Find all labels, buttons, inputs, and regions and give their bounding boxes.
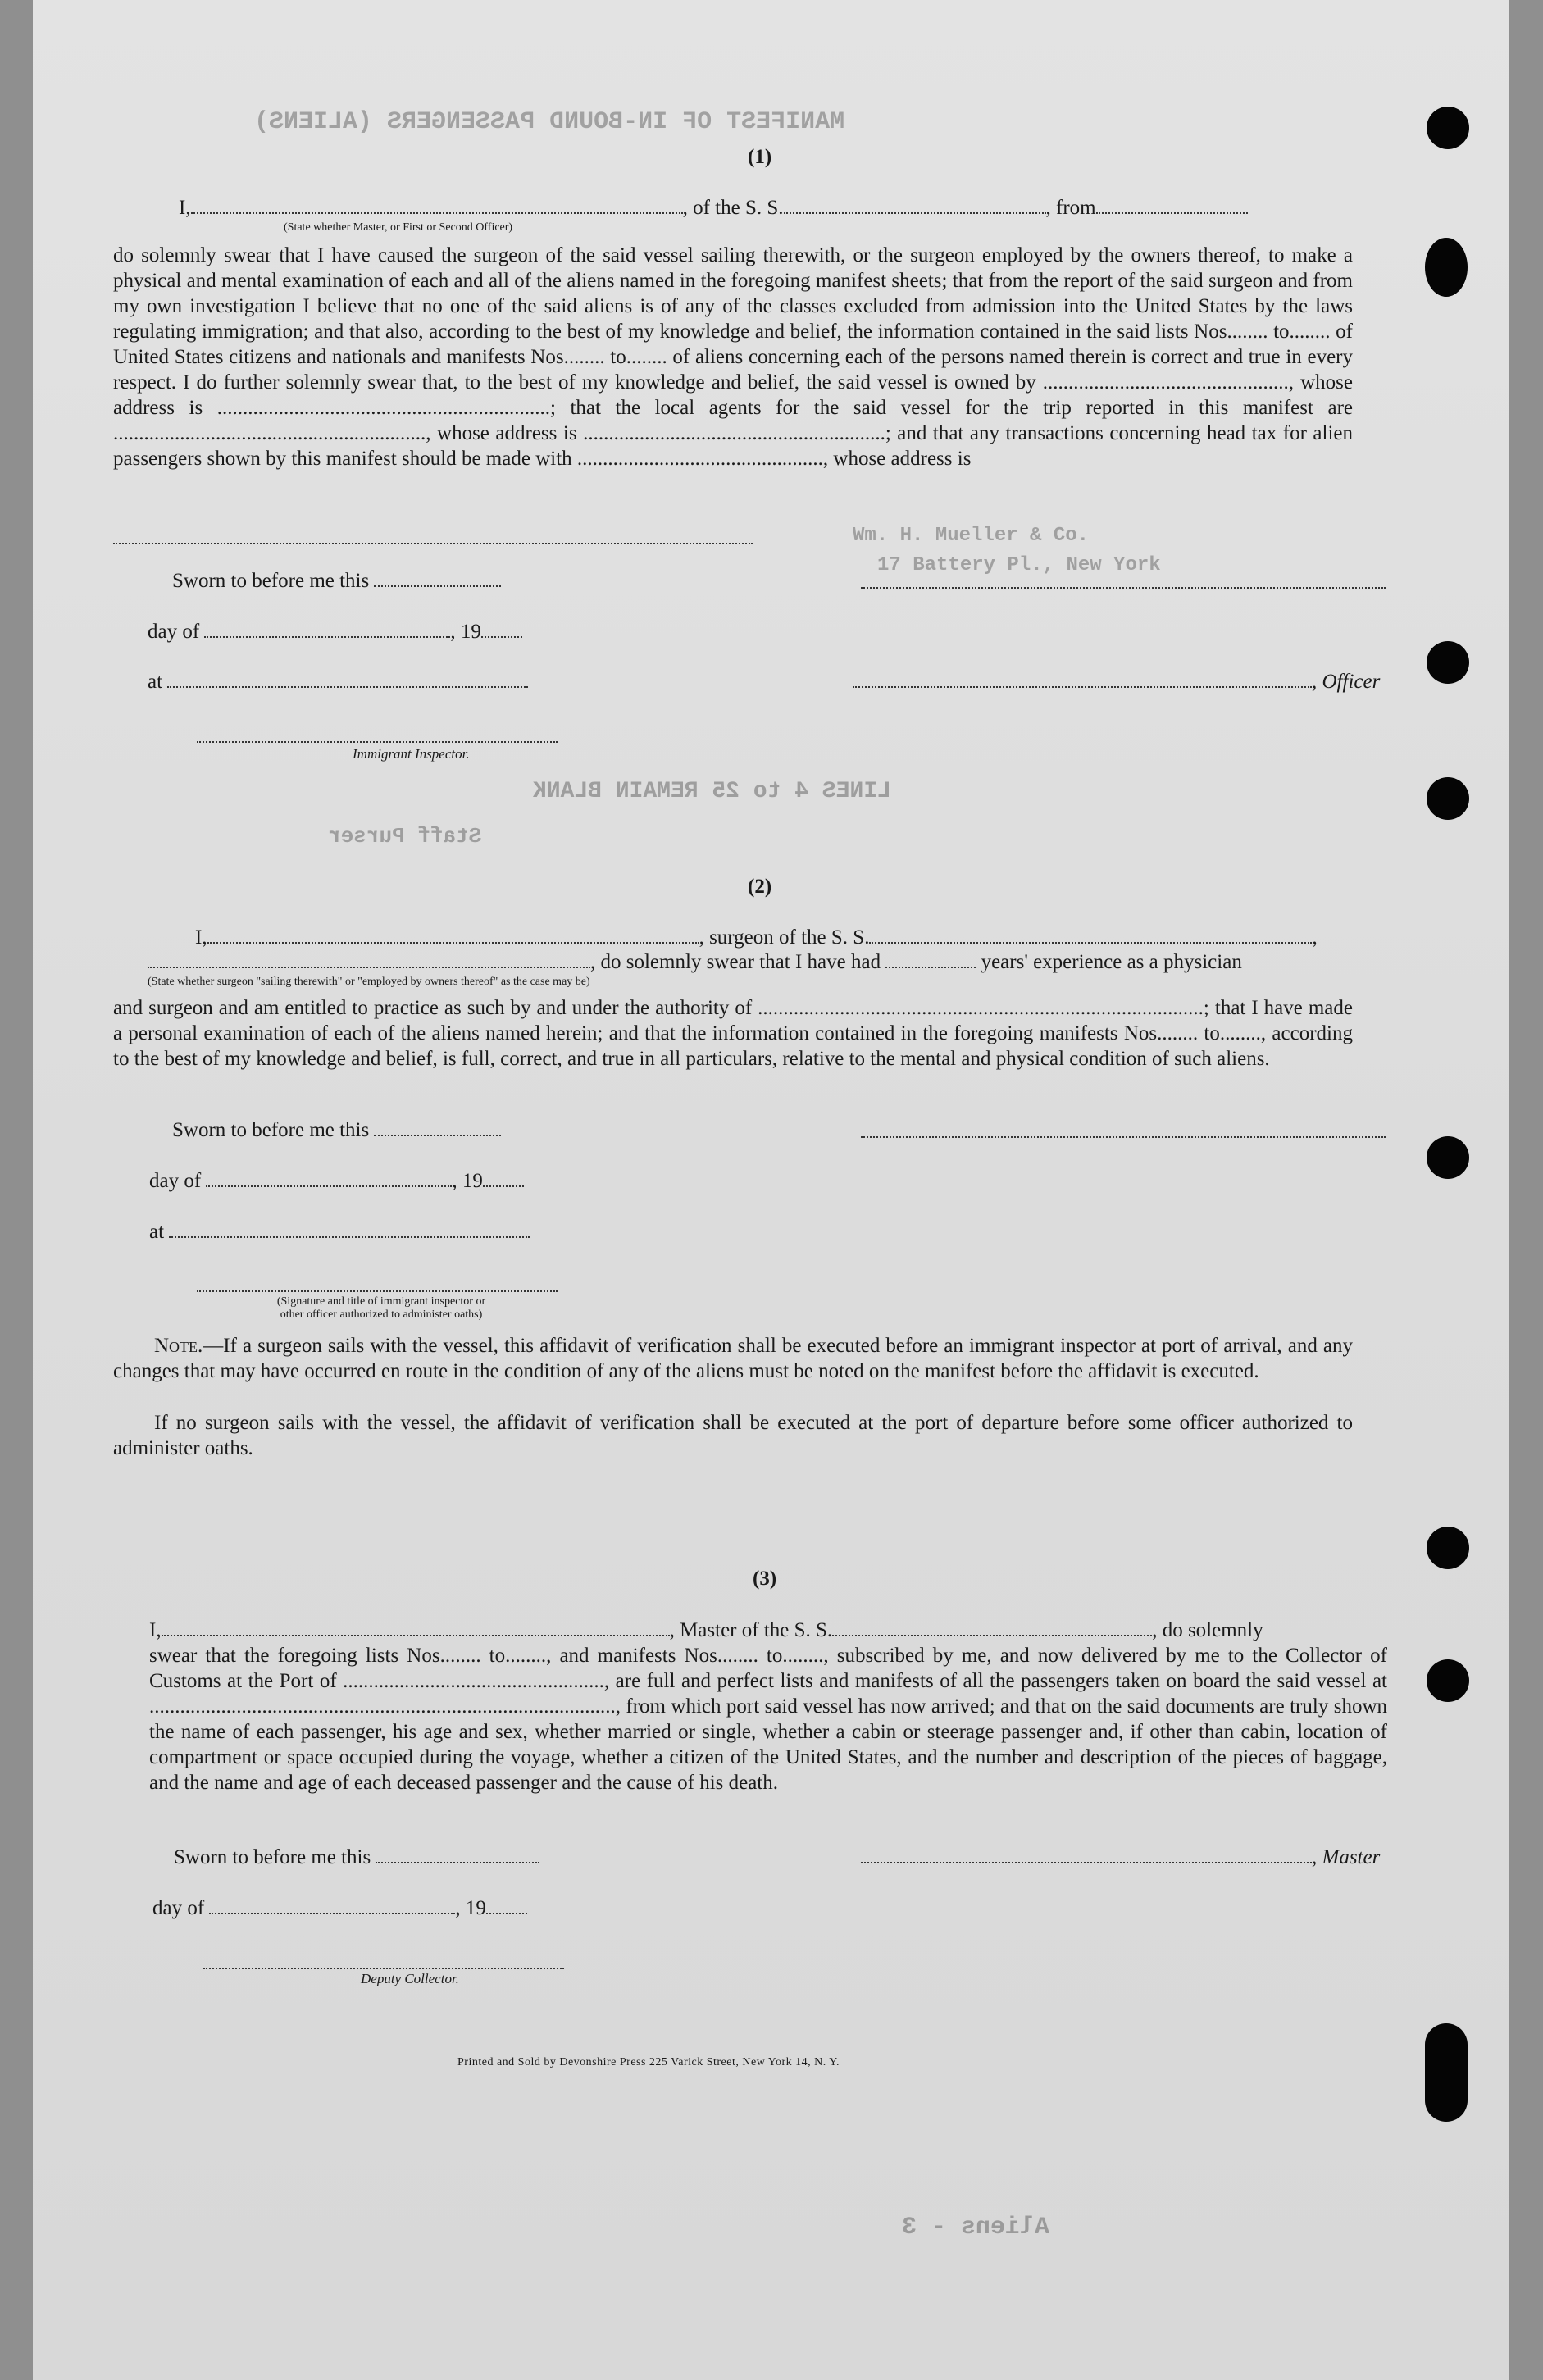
surgeon-signature-line (861, 1135, 1386, 1138)
section-1-number: (1) (748, 146, 772, 168)
punch-hole (1427, 107, 1469, 149)
section-1-caption: (State whether Master, or First or Second Officer) (284, 221, 513, 234)
section-1-sworn (172, 570, 501, 593)
section-3-paragraph: swear that the foregoing lists Nos........ to........, and manifests Nos........ to........, subscribed by me, and now delivered by me to the Collector of Customs at the Port of ..................................................., are full and perfect lists and manifests of all the passengers taken on board the said vessel at ..........................................................................................., from which port said vessel has now arrived; and that on the said documents are truly shown the name of each passenger, his age and sex, whether married or single, whether a cabin or steerage passenger and, if other than cabin, location of compartment or space occupied during the voyage, whether a citizen of the United States, and the number and description of the pieces of baggage, and the name and age of each deceased passenger and the cause of his death. (149, 1645, 1387, 1794)
section-1-paragraph: do solemnly swear that I have caused the surgeon of the said vessel sailing therewith, or the surgeon employed by the owners thereof, to make a physical and mental examination of each and all of the aliens named in the foregoing manifest sheets; that from the report of the said surgeon and from my own investigation I believe that no one of the said aliens is of any of the classes excluded from admission into the United States by the laws regulating immigration; and that also, according to the best of my knowledge and belief, the information contained in the said lists Nos........ to........ of United States citizens and nationals and manifests Nos........ to........ of aliens concerning each of the persons named therein is correct and true in every respect. I do further solemnly swear that, to the best of my knowledge and belief, the said vessel is owned by ................................................, whose address is .................................................................; that the local agents for the said vessel for the trip reported in this manifest are ............................................................., whose address is ...........................................................; and that any transactions concerning head tax for alien passengers shown by this manifest should be made with ................................................, whose address is (113, 244, 1353, 470)
document-page (33, 0, 1509, 2380)
section-2-day (149, 1170, 524, 1193)
section-2-signer (230, 1295, 533, 1322)
punch-hole (1427, 641, 1469, 684)
year-label: , 19 (452, 1170, 483, 1192)
section-2-line-2 (148, 951, 1242, 974)
section-2-number: (2) (748, 876, 772, 898)
signer-caption: other officer authorized to administer oaths) (280, 1308, 483, 1321)
section-1-signer: Immigrant Inspector. (353, 746, 470, 762)
section-1-at (148, 671, 528, 694)
section-3-signer: Deputy Collector. (361, 1971, 459, 1986)
section-2-note-2: If no surgeon sails with the vessel, the affidavit of verification shall be executed at the port of departure before some officer authorized to administer oaths. (113, 1412, 1353, 1459)
officer-label: , Officer (1312, 671, 1381, 693)
note-label: Note. (154, 1335, 203, 1357)
section-3-day (152, 1897, 527, 1920)
year-label: , 19 (450, 621, 481, 643)
section-1-line-1 (179, 197, 1248, 220)
master-label: , Master (1312, 1846, 1381, 1868)
day-label: day of (148, 621, 200, 643)
line-label: I, (149, 1619, 162, 1641)
at-label: at (149, 1221, 165, 1243)
at-label: at (148, 671, 163, 693)
section-3-master (861, 1846, 1380, 1869)
section-2-line-1: I, , surgeon of the S. S. , (195, 926, 1318, 949)
line-label: , of the S. S. (682, 197, 784, 219)
section-3-number: (3) (753, 1568, 777, 1590)
line-label: , do solemnly swear that I have had (590, 951, 881, 973)
bleed-through-text: Wm. H. Mueller & Co. (853, 525, 1090, 547)
line-label: I, (179, 197, 191, 219)
punch-hole (1425, 238, 1468, 297)
inspector-signature-line (197, 739, 558, 743)
line-label: , Master of the S. S. (669, 1619, 833, 1641)
line-label: , surgeon of the S. S. (699, 926, 870, 949)
section-2-at (149, 1221, 530, 1244)
section-1-day (148, 621, 522, 644)
bleed-through-text: Aliens - 3 (902, 2214, 1050, 2241)
punch-hole (1427, 1659, 1469, 1702)
section-3-sworn (174, 1846, 539, 1869)
bleed-through-text: 17 Battery Pl., New York (877, 554, 1161, 576)
section-2-note (113, 1333, 1353, 1384)
note-text: —If a surgeon sails with the vessel, this affidavit of verification shall be executed before an immigrant inspector at port of arrival, and any changes that may have occurred en route in the condition of any of the aliens must be noted on the manifest before the affidavit is executed. (113, 1335, 1353, 1382)
section-3-line-1 (149, 1619, 1263, 1642)
day-label: day of (152, 1897, 205, 1919)
sworn-label: Sworn to before me this (172, 1119, 370, 1141)
punch-hole (1427, 777, 1469, 820)
year-label: , 19 (455, 1897, 486, 1919)
printer-footer: Printed and Sold by Devonshire Press 225 Varick Street, New York 14, N. Y. (457, 2056, 840, 2068)
punch-hole (1425, 2023, 1468, 2122)
signer-caption: (Signature and title of immigrant inspector or (276, 1295, 486, 1308)
section-2-caption: (State whether surgeon "sailing therewith" or "employed by owners thereof" as the case may be) (148, 976, 590, 988)
punch-hole (1427, 1527, 1469, 1569)
bleed-through-text: Staff Purser (328, 824, 482, 849)
line-label: I, (195, 926, 207, 949)
officer-signature-line (861, 585, 1386, 589)
line-label: years' experience as a physician (981, 951, 1242, 973)
sworn-label: Sworn to before me this (172, 570, 370, 592)
collector-signature-line (203, 1966, 564, 1969)
sworn-label: Sworn to before me this (174, 1846, 371, 1868)
signature-line (113, 541, 753, 544)
section-2-sworn (172, 1119, 501, 1142)
day-label: day of (149, 1170, 202, 1192)
inspector-signature-line (197, 1289, 558, 1292)
bleed-through-text: LINES 4 to 25 REMAIN BLANK (533, 779, 891, 804)
section-2-paragraph: and surgeon and am entitled to practice as such by and under the authority of .......................................................................................; that I have made a personal examination of each of the aliens named herein; and that the information contained in the foregoing manifests Nos........ to........, according to the best of my knowledge and belief, is full, correct, and true in all particulars, relative to the mental and physical condition of such aliens. (113, 997, 1353, 1070)
section-1-officer (853, 671, 1380, 694)
punch-hole (1427, 1136, 1469, 1179)
bleed-through-text: MANIFEST OF IN-BOUND PASSENGERS (ALIENS) (254, 108, 845, 136)
line-label: , from (1045, 197, 1096, 219)
line-label: , do solemnly (1152, 1619, 1263, 1641)
